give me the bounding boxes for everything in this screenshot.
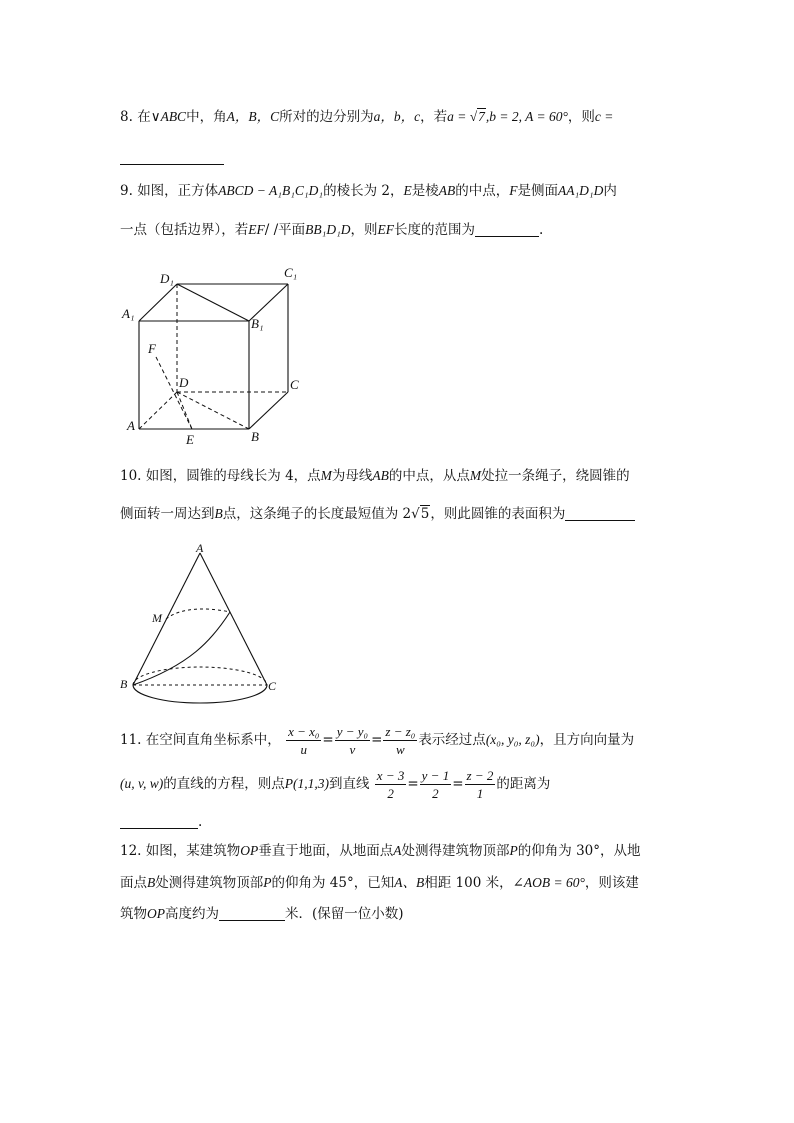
q11-text: 的距离为	[496, 776, 551, 792]
fraction-x	[286, 723, 321, 758]
fraction-denominator: v	[349, 742, 356, 757]
q8-condition: ,b = 2, A = 60°	[485, 109, 568, 124]
diagonal-d1b1	[177, 284, 249, 321]
fraction-line-x	[375, 767, 407, 802]
q11-text: ，且方向向量为	[539, 732, 635, 748]
q8-ask: c =	[594, 109, 614, 124]
question-number: 8.	[120, 109, 133, 125]
q12-text: 处测得建筑物顶部	[155, 875, 264, 891]
fraction-numerator: z − z₀	[385, 724, 416, 739]
question-12	[120, 841, 641, 861]
fraction-numerator: y − 1	[421, 768, 450, 783]
edge-a1d1	[139, 284, 177, 321]
label-e: E	[186, 432, 194, 447]
question-number: 9.	[120, 183, 133, 199]
fraction-denominator: w	[396, 742, 405, 757]
fraction-denominator: 2	[432, 786, 439, 801]
cone-figure	[118, 540, 288, 710]
q9-face: AA₁D₁D	[557, 183, 604, 198]
q9-point-f: F	[509, 183, 518, 198]
question-9	[120, 181, 617, 201]
question-11-line2: (u, v, w)的直线的方程，则点P(1,1,3)到直线 $\frac{x - 3}{2}$ = $\frac{y - 1}{2}$ = $\frac{z - 2}{1}$ 的距离为	[120, 768, 551, 801]
fraction-denominator: 1	[476, 786, 484, 801]
label-d1: D₁	[160, 271, 174, 286]
fraction-z	[383, 723, 417, 758]
q10-text: 点，这条绳子的长度最短值为 2√	[222, 506, 420, 522]
question-9-line2	[120, 220, 543, 240]
q12-text: 相距 100 米，	[424, 875, 513, 891]
q8-text: 所对的边分别为	[279, 109, 374, 125]
label-c: C	[290, 377, 299, 392]
q9-text: 如图，正方体	[137, 183, 219, 199]
question-11: 11. 在空间直角坐标系中， $\frac{\text{x − x₀}}{u}$ = $\frac{\text{y − y₀}}{v}$ = $\frac{\text{z − z₀}}{w}$ 表示经过点(x₀, y₀, z₀)，且方向向量为	[120, 724, 635, 757]
q10-text: 处拉一条绳子，绕圆锥的	[481, 468, 630, 484]
q9-text: 的棱长为 2，	[323, 183, 404, 199]
label-c: C	[268, 679, 277, 693]
q9-text: / /平面	[264, 222, 306, 238]
fraction-numerator: y − y₀	[336, 724, 369, 739]
q11-point: (x₀, y₀, z₀)	[485, 732, 540, 747]
q12-text: 的仰角为 30°，从地	[517, 843, 641, 859]
q9-text: 是侧面	[517, 183, 558, 199]
q9-text: 的中点，	[455, 183, 510, 199]
q9-cube: ABCD − A₁B₁C₁D₁	[218, 183, 324, 198]
generatrix-ac	[200, 553, 267, 685]
fraction-line-y	[420, 767, 452, 802]
q10-text: 侧面转一周达到	[120, 506, 215, 522]
q12-text: 高度约为	[165, 906, 219, 922]
label-c1: C₁	[284, 265, 298, 280]
q12-building: OP	[240, 843, 259, 858]
fraction-numerator: x − 3	[376, 768, 405, 783]
label-b1: B₁	[251, 316, 264, 331]
question-10-line2	[120, 504, 635, 524]
q8-radicand: 7	[478, 109, 485, 124]
q12-text: 垂直于地面，从地面点	[258, 843, 394, 859]
question-12-line2	[120, 873, 639, 893]
q8-angles: A，B，C	[226, 109, 280, 124]
q9-text: ，则	[350, 222, 378, 238]
q9-text: 内	[603, 183, 617, 199]
q8-text: ，若	[420, 109, 448, 125]
q9-segment: EF	[248, 222, 265, 237]
answer-blank[interactable]	[120, 827, 198, 829]
q11-text: 表示经过点	[418, 732, 486, 748]
label-b: B	[120, 677, 128, 691]
fraction-line-z	[465, 767, 496, 802]
q12-text: 筑物	[120, 906, 147, 922]
fraction-denominator: 2	[387, 786, 394, 801]
fraction-numerator: x − x₀	[288, 724, 320, 739]
fraction-y	[335, 723, 370, 758]
q11-answer-line	[120, 812, 202, 832]
label-b: B	[251, 429, 259, 444]
q8-text: 中，角	[186, 109, 227, 125]
q9-text: 一点（包括边界），若	[120, 222, 249, 238]
q12-text: 处测得建筑物顶部	[401, 843, 510, 859]
q9-point-e: E	[403, 183, 412, 198]
q11-point-p: P(1,1,3)	[284, 776, 329, 791]
q9-plane: BB₁D₁D	[305, 222, 351, 237]
label-a1: A₁	[122, 306, 135, 321]
question-12-line3	[120, 904, 404, 924]
hidden-edge-ad	[139, 392, 177, 429]
q10-text: 为母线	[331, 468, 373, 484]
q11-text: .	[198, 814, 203, 830]
label-d: D	[179, 375, 189, 390]
q8-text: ，则	[567, 109, 595, 125]
q9-segment: EF	[377, 222, 395, 237]
q10-text: ，则此圆锥的表面积为	[430, 506, 566, 522]
q11-text: 在空间直角坐标系中，	[145, 732, 281, 748]
cube-figure	[118, 262, 318, 448]
q10-radicand: 5	[420, 506, 430, 522]
q12-text: 面点	[120, 875, 147, 891]
question-number: 11.	[120, 732, 142, 748]
q10-point-b: B	[214, 506, 223, 521]
answer-blank[interactable]	[565, 519, 635, 521]
q11-text: 到直线	[329, 776, 370, 792]
hidden-diagonal-db	[177, 392, 249, 429]
q12-text: 米．(保留一位小数)	[285, 906, 404, 922]
q10-generatrix: AB	[372, 468, 389, 483]
answer-blank[interactable]	[219, 919, 285, 921]
question-number: 12.	[120, 843, 142, 859]
edge-bc	[249, 392, 288, 429]
q12-point-p: P	[509, 843, 518, 858]
label-a: A	[196, 541, 204, 555]
hidden-segment-fe	[156, 357, 192, 429]
q12-text: ，则该建	[584, 875, 639, 891]
answer-blank[interactable]	[120, 163, 224, 165]
q8-sides: a，b，c	[373, 109, 421, 124]
rope-hidden-curve	[166, 609, 230, 619]
q9-text: .	[539, 222, 544, 238]
q10-point-m: M	[469, 468, 482, 483]
q12-point-a: A	[393, 843, 402, 858]
base-back-arc	[133, 667, 267, 685]
label-m: M	[152, 611, 162, 625]
q8-answer-line	[120, 148, 224, 168]
q11-vector: (u, v, w)	[120, 776, 164, 791]
q9-text: 是棱	[411, 183, 439, 199]
q12-angle: ∠AOB = 60°	[512, 875, 585, 890]
q12-point-p: P	[263, 875, 272, 890]
hidden-segment-de	[177, 392, 192, 429]
q12-text: 如图，某建筑物	[145, 843, 241, 859]
q12-point-b: B	[147, 875, 156, 890]
base-front-arc	[133, 685, 267, 703]
q12-points-ab: A、B	[394, 875, 425, 890]
question-number: 10.	[120, 468, 142, 484]
fraction-numerator: z − 2	[466, 768, 494, 783]
answer-blank[interactable]	[475, 235, 539, 237]
q12-text: 的仰角为 45°，已知	[271, 875, 395, 891]
q8-text: 在	[137, 109, 151, 125]
q9-edge: AB	[438, 183, 456, 198]
fraction-denominator: u	[300, 742, 307, 757]
label-a: A	[127, 418, 135, 433]
question-10	[120, 466, 630, 486]
q10-point-m: M	[320, 468, 332, 483]
label-f: F	[148, 341, 156, 356]
q8-condition: a = √	[447, 109, 478, 124]
q8-triangle: ∨ABC	[150, 109, 187, 124]
q9-text: 长度的范围为	[394, 222, 476, 238]
q10-text: 的中点，从点	[388, 468, 470, 484]
q12-building: OP	[147, 906, 165, 921]
question-8	[120, 107, 613, 127]
q10-text: 如图，圆锥的母线长为 4，点	[145, 468, 321, 484]
q11-text: 的直线的方程，则点	[163, 776, 285, 792]
